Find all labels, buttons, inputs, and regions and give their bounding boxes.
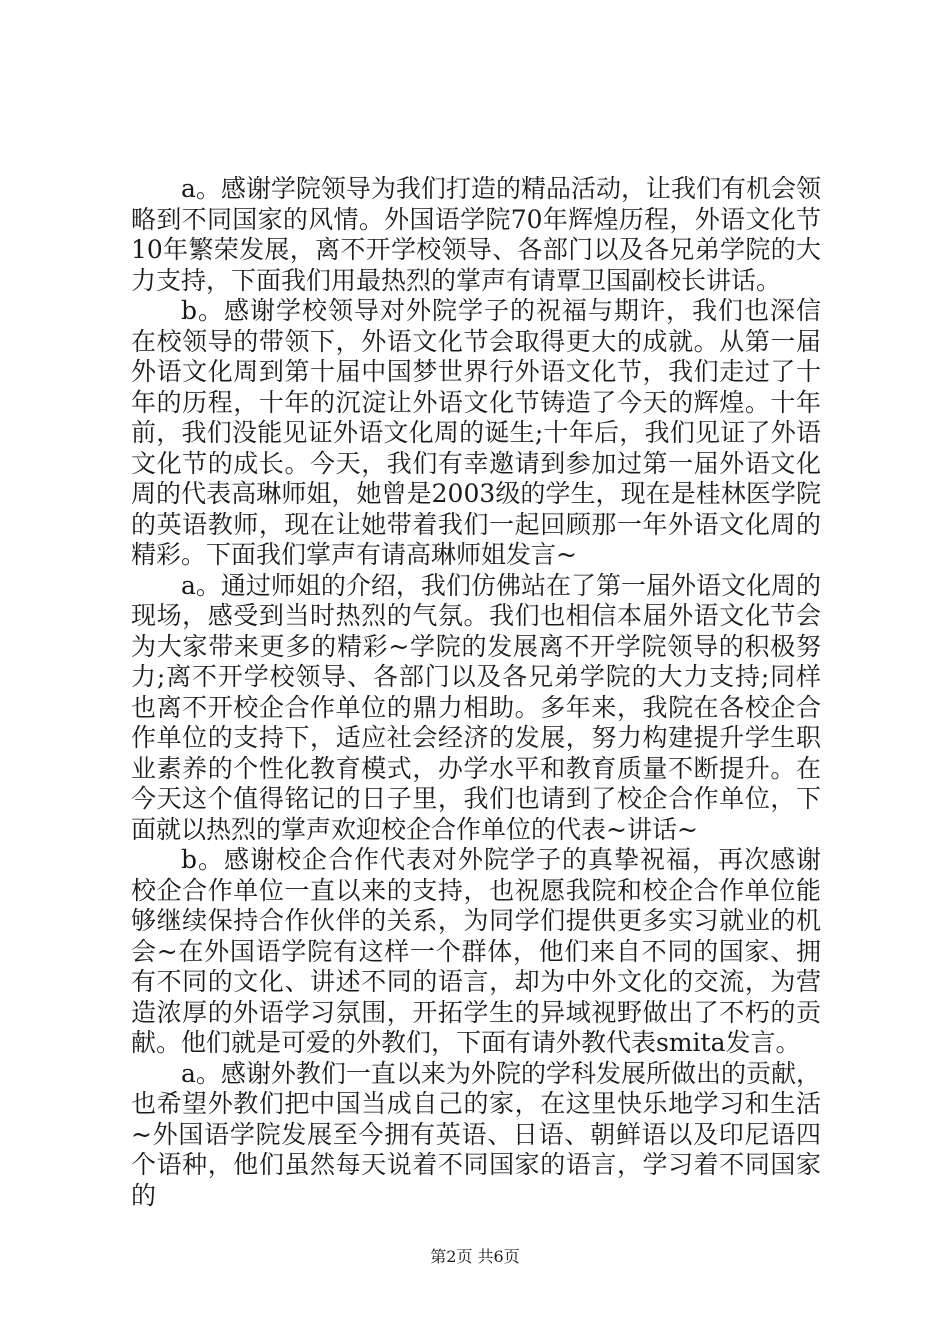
document-body	[131, 174, 821, 1211]
paragraph: b。感谢校企合作代表对外院学子的真挚祝福，再次感谢校企合作单位一直以来的支持，也祝愿我院和校企合作单位能够继续保持合作伙伴的关系，为同学们提供更多实习就业的机会~在外国语学院有这样一个群体，他们来自不同的国家、拥有不同的文化、讲述不同的语言，却为中外文化的交流，为营造浓厚的外语学习氛围，开拓学生的异域视野做出了不朽的贡献。他们就是可爱的外教们，下面有请外教代表smita发言。	[131, 845, 821, 1057]
paragraph: a。感谢外教们一直以来为外院的学科发展所做出的贡献，也希望外教们把中国当成自己的家，在这里快乐地学习和生活~外国语学院发展至今拥有英语、日语、朝鲜语以及印尼语四个语种，他们虽然每天说着不同国家的语言，学习着不同国家的	[131, 1058, 821, 1210]
paragraph: a。通过师姐的介绍，我们仿佛站在了第一届外语文化周的现场，感受到当时热烈的气氛。我们也相信本届外语文化节会为大家带来更多的精彩~学院的发展离不开学院领导的积极努力;离不开学校领导、各部门以及各兄弟学院的大力支持;同样也离不开校企合作单位的鼎力相助。多年来，我院在各校企合作单位的支持下，适应社会经济的发展，努力构建提升学生职业素养的个性化教育模式，办学水平和教育质量不断提升。在今天这个值得铭记的日子里，我们也请到了校企合作单位，下面就以热烈的掌声欢迎校企合作单位的代表~讲话~	[131, 570, 821, 844]
page-number: 第2页 共6页	[430, 1247, 520, 1266]
page-footer	[0, 1244, 950, 1267]
paragraph: a。感谢学院领导为我们打造的精品活动，让我们有机会领略到不同国家的风情。外国语学院70年辉煌历程，外语文化节10年繁荣发展，离不开学校领导、各部门以及各兄弟学院的大力支持，下面我们用最热烈的掌声有请覃卫国副校长讲话。	[131, 174, 821, 295]
paragraph: b。感谢学校领导对外院学子的祝福与期许，我们也深信在校领导的带领下，外语文化节会取得更大的成就。从第一届外语文化周到第十届中国梦世界行外语文化节，我们走过了十年的历程，十年的沉淀让外语文化节铸造了今天的辉煌。十年前，我们没能见证外语文化周的诞生;十年后，我们见证了外语文化节的成长。今天，我们有幸邀请到参加过第一届外语文化周的代表高琳师姐，她曾是2003级的学生，现在是桂林医学院的英语教师，现在让她带着我们一起回顾那一年外语文化周的精彩。下面我们掌声有请高琳师姐发言~	[131, 296, 821, 569]
